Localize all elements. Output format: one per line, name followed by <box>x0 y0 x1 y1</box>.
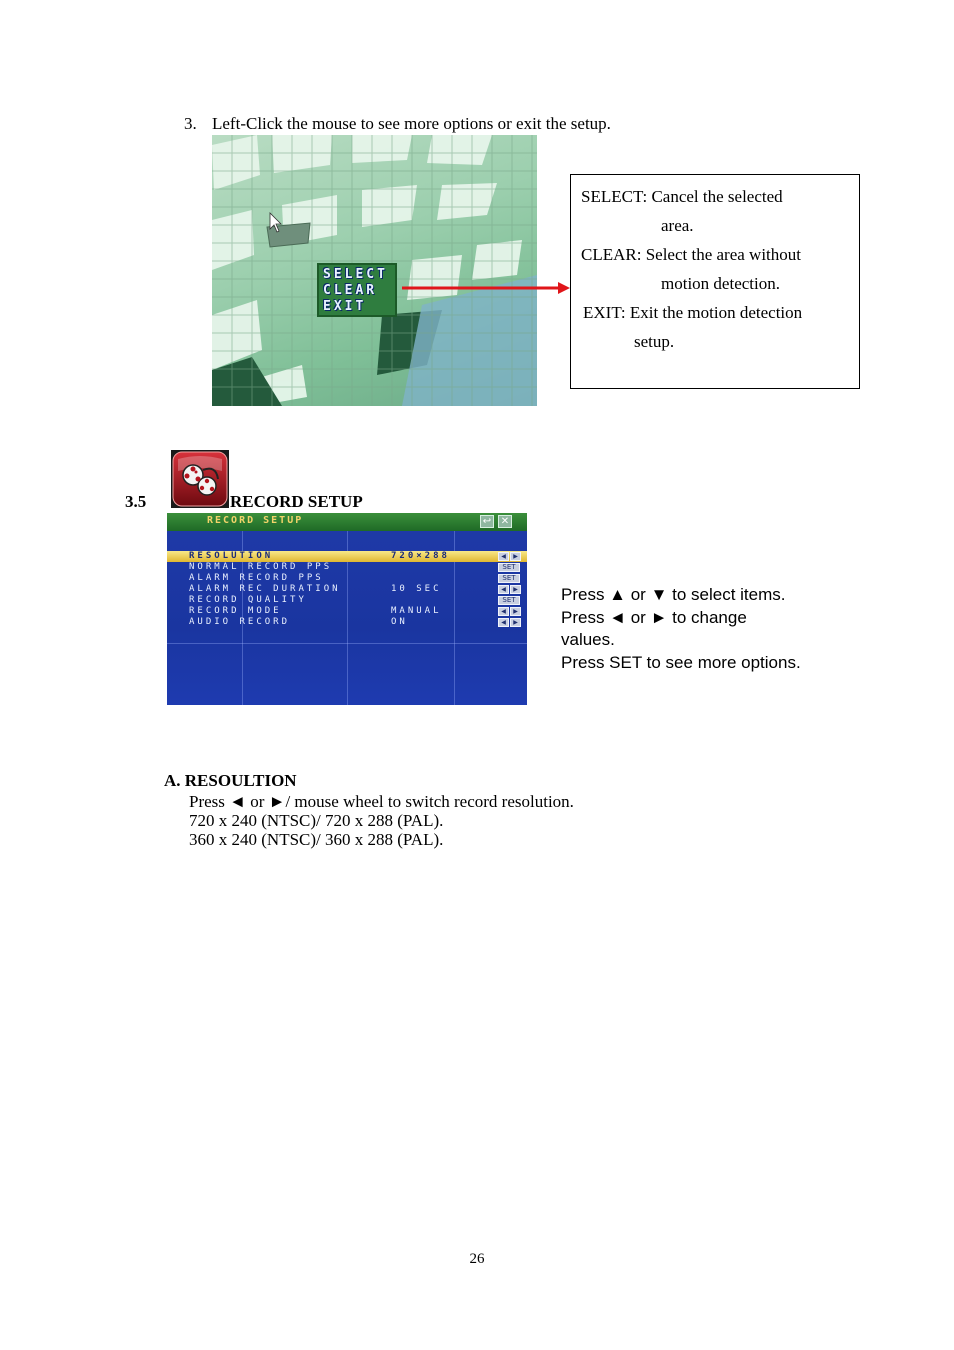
right-arrow-icon[interactable]: ▶ <box>510 618 521 627</box>
osd-title-bar <box>167 513 527 531</box>
close-icon[interactable]: ✕ <box>498 515 512 528</box>
set-control[interactable] <box>498 596 522 605</box>
setting-row-alarm-record-pps[interactable] <box>167 573 527 584</box>
left-arrow-icon[interactable]: ◀ <box>498 552 509 561</box>
section-title: RECORD SETUP <box>230 492 363 511</box>
left-arrow-icon[interactable]: ◀ <box>498 585 509 594</box>
set-button[interactable]: SET <box>498 574 520 583</box>
setting-value: MANUAL <box>391 606 442 616</box>
osd-title: RECORD SETUP <box>207 515 304 526</box>
back-icon[interactable]: ↩ <box>480 515 494 528</box>
setting-row-resolution[interactable] <box>167 551 527 562</box>
menu-item-clear[interactable]: CLEAR <box>323 283 378 298</box>
callout-line: setup. <box>634 332 675 351</box>
set-button[interactable]: SET <box>498 596 520 605</box>
setting-row-alarm-rec-duration[interactable] <box>167 584 527 595</box>
instruction-line: Press ▲ or ▼ to select items. <box>561 585 786 604</box>
menu-item-exit[interactable]: EXIT <box>323 299 367 314</box>
setting-label: RESOLUTION <box>189 551 274 561</box>
callout-line: SELECT: Cancel the selected <box>581 187 783 206</box>
record-reels-icon <box>170 449 230 509</box>
set-control[interactable] <box>498 574 522 583</box>
record-settings-list <box>167 551 527 628</box>
setting-label: NORMAL RECORD PPS <box>189 562 333 572</box>
setting-label: AUDIO RECORD <box>189 617 291 627</box>
motion-detection-screenshot <box>212 135 537 406</box>
instruction-line: Press ◄ or ► to change <box>561 607 747 627</box>
arrow-controls[interactable] <box>498 585 522 594</box>
right-arrow-icon[interactable]: ▶ <box>510 607 521 616</box>
page-number: 26 <box>469 1251 485 1267</box>
callout-line: area. <box>661 216 694 235</box>
body-line: Press ◄ or ►/ mouse wheel to switch record resolution. <box>189 792 574 811</box>
left-arrow-icon[interactable]: ◀ <box>498 618 509 627</box>
subsection-title: A. RESOULTION <box>164 771 297 790</box>
setting-row-normal-record-pps[interactable] <box>167 562 527 573</box>
right-arrow-icon[interactable]: ▶ <box>510 585 521 594</box>
arrow-controls[interactable] <box>498 552 522 561</box>
right-arrow-icon[interactable]: ▶ <box>510 552 521 561</box>
set-control[interactable] <box>498 563 522 572</box>
step-text: Left-Click the mouse to see more options or exit the setup. <box>212 114 611 133</box>
motion-popup-menu <box>317 263 397 317</box>
subsection-body <box>189 792 574 849</box>
body-line: 720 x 240 (NTSC)/ 720 x 288 (PAL). <box>189 811 444 830</box>
menu-item-select[interactable]: SELECT <box>323 267 388 282</box>
section-number: 3.5 <box>125 492 147 511</box>
setting-row-record-quality[interactable] <box>167 595 527 606</box>
record-setup-screen <box>167 513 527 705</box>
setting-label: RECORD MODE <box>189 606 282 616</box>
set-button[interactable]: SET <box>498 563 520 572</box>
red-arrow-icon <box>400 278 572 298</box>
setting-value: ON <box>391 617 408 627</box>
step-number: 3. <box>184 114 197 133</box>
body-line: 360 x 240 (NTSC)/ 360 x 288 (PAL). <box>189 830 444 849</box>
setting-label: ALARM RECORD PPS <box>189 573 324 583</box>
setting-row-record-mode[interactable] <box>167 606 527 617</box>
left-arrow-icon[interactable]: ◀ <box>498 607 509 616</box>
navigation-instructions <box>561 584 801 674</box>
setting-label: ALARM REC DURATION <box>189 584 341 594</box>
instruction-line: Press SET to see more options. <box>561 652 801 672</box>
setting-label: RECORD QUALITY <box>189 595 307 605</box>
setting-value: 720×288 <box>391 551 450 561</box>
setting-value: 10 SEC <box>391 584 442 594</box>
instruction-line: values. <box>561 630 615 649</box>
callout-line: motion detection. <box>661 274 780 293</box>
menu-explanation-box <box>570 174 860 389</box>
arrow-controls[interactable] <box>498 618 522 627</box>
callout-line: EXIT: Exit the motion detection <box>583 303 803 322</box>
callout-line: CLEAR: Select the area without <box>581 245 801 264</box>
arrow-controls[interactable] <box>498 607 522 616</box>
step-3-instruction <box>184 114 611 134</box>
setting-row-audio-record[interactable] <box>167 617 527 628</box>
